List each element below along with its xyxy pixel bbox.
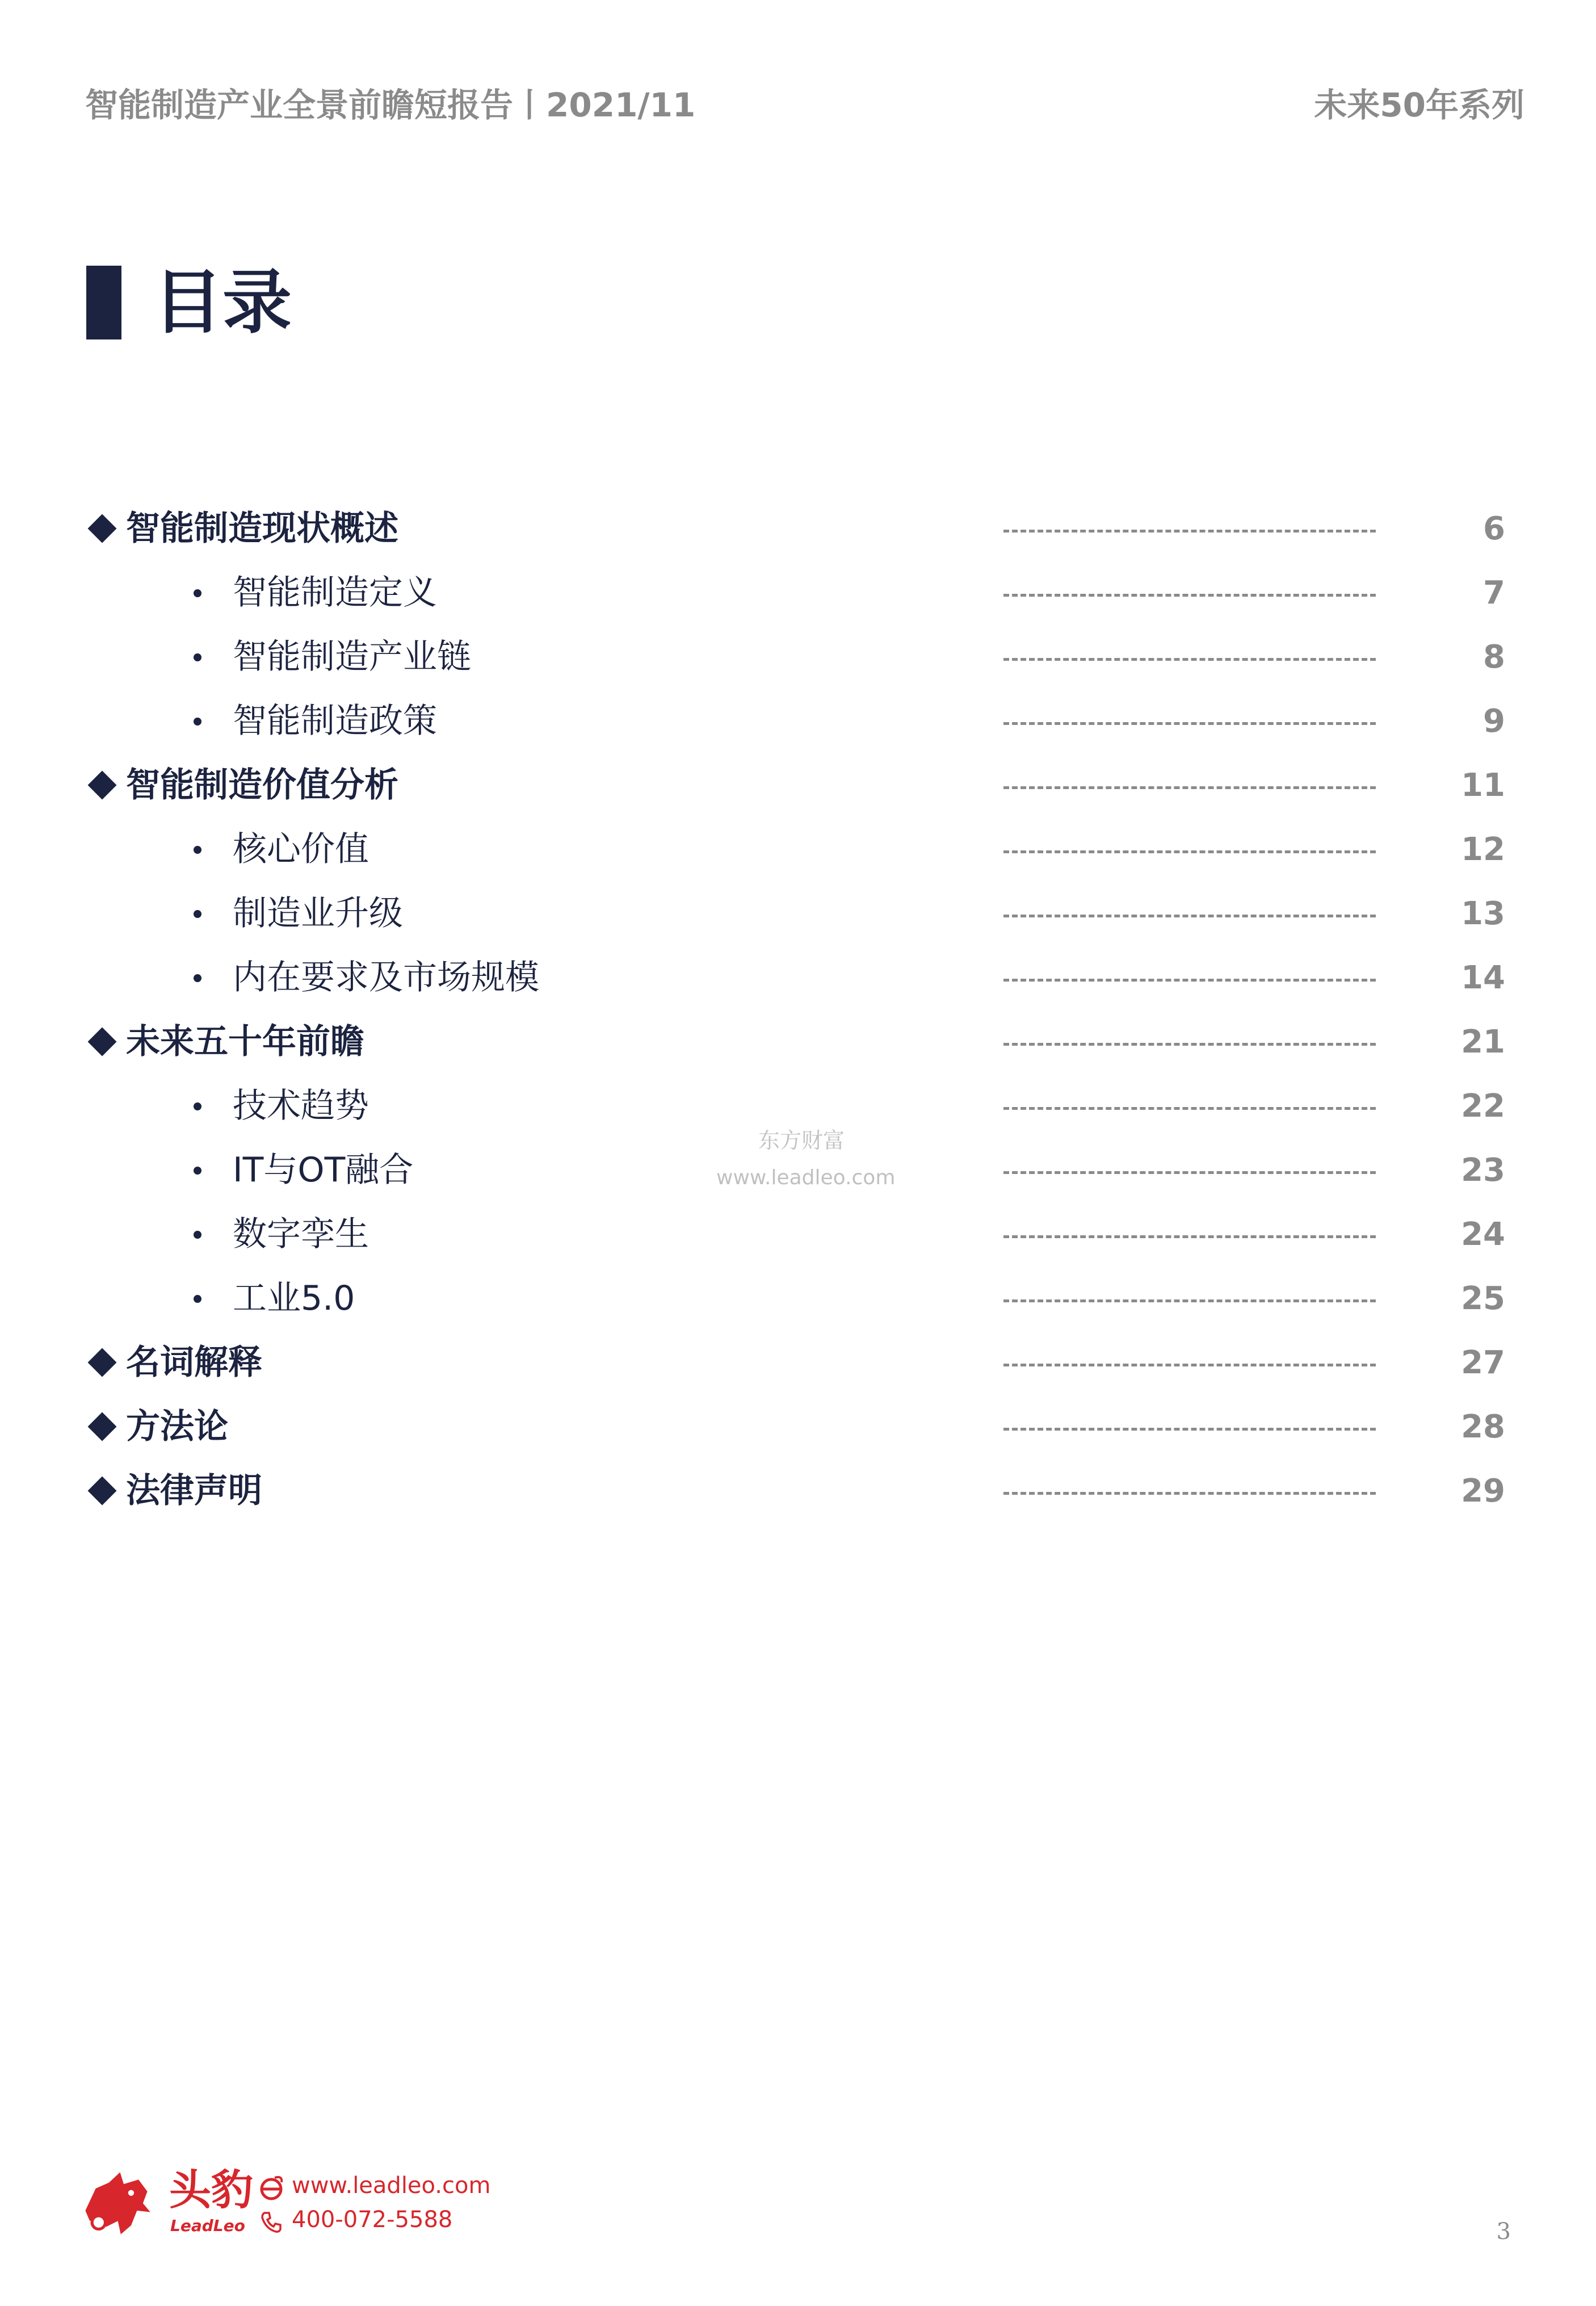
watermark-url: www.leadleo.com <box>716 1166 896 1189</box>
toc-section[interactable] <box>0 1010 1596 1074</box>
toc-label: 制造业升级 <box>233 894 403 933</box>
toc-page-number: 8 <box>1483 639 1505 676</box>
toc-section[interactable] <box>0 1331 1596 1395</box>
toc-leader-dashes <box>1003 1235 1376 1238</box>
dot-bullet-icon <box>194 589 201 597</box>
toc-label: 内在要求及市场规模 <box>233 958 539 997</box>
toc-label: 智能制造价值分析 <box>126 765 398 805</box>
toc-label: 工业5.0 <box>233 1278 355 1318</box>
toc-leader-dashes <box>1003 1299 1376 1302</box>
brand-name-cn: 头豹 <box>169 2166 253 2215</box>
toc-page-number: 23 <box>1461 1152 1505 1189</box>
toc-page-number: 13 <box>1461 895 1505 932</box>
toc-label: 智能制造产业链 <box>233 637 471 677</box>
toc-page-number: 9 <box>1483 703 1505 740</box>
dot-bullet-icon <box>194 974 201 982</box>
leopard-logo-icon <box>79 2166 153 2240</box>
toc-subsection[interactable] <box>0 1202 1596 1267</box>
toc-label: 核心价值 <box>233 829 369 869</box>
toc-label: 智能制造定义 <box>233 573 437 613</box>
toc-leader-dashes <box>1003 658 1376 661</box>
toc-leader-dashes <box>1003 530 1376 533</box>
web-e-icon <box>258 2174 285 2202</box>
toc-leader-dashes <box>1003 1492 1376 1495</box>
toc-section[interactable] <box>0 753 1596 817</box>
dot-bullet-icon <box>194 1231 201 1239</box>
toc-page-number: 24 <box>1461 1216 1505 1253</box>
toc-leader-dashes <box>1003 1364 1376 1366</box>
toc-subsection[interactable] <box>0 1267 1596 1331</box>
toc-label: 法律声明 <box>126 1471 262 1511</box>
watermark-text: 东方财富 <box>758 1128 845 1153</box>
toc-subsection[interactable] <box>0 817 1596 882</box>
toc-leader-dashes <box>1003 915 1376 917</box>
title-accent-bar <box>86 266 121 339</box>
toc-leader-dashes <box>1003 850 1376 853</box>
toc-page-number: 7 <box>1483 575 1505 611</box>
brand-name-en: LeadLeo <box>170 2216 245 2235</box>
page-number: 3 <box>1496 2219 1511 2245</box>
toc-label: 数字孪生 <box>233 1214 369 1254</box>
dot-bullet-icon <box>194 1167 201 1175</box>
toc-leader-dashes <box>1003 979 1376 982</box>
toc-leader-dashes <box>1003 1171 1376 1174</box>
dot-bullet-icon <box>194 846 201 854</box>
diamond-bullet-icon <box>88 1028 117 1056</box>
dot-bullet-icon <box>194 718 201 726</box>
toc-leader-dashes <box>1003 1428 1376 1431</box>
toc-label: 技术趋势 <box>233 1086 369 1126</box>
toc-leader-dashes <box>1003 1107 1376 1110</box>
toc-page-number: 12 <box>1461 831 1505 868</box>
diamond-bullet-icon <box>88 771 117 800</box>
toc-page-number: 27 <box>1461 1344 1505 1381</box>
toc-label: 名词解释 <box>126 1343 262 1382</box>
toc-label: 方法论 <box>126 1407 228 1447</box>
toc-subsection[interactable] <box>0 625 1596 689</box>
series-header: 未来50年系列 <box>1314 86 1524 124</box>
page-title: 目录 <box>153 262 292 343</box>
dot-bullet-icon <box>194 653 201 661</box>
toc-section[interactable] <box>0 497 1596 561</box>
diamond-bullet-icon <box>88 1412 117 1441</box>
toc-section[interactable] <box>0 1459 1596 1523</box>
toc-leader-dashes <box>1003 786 1376 789</box>
toc-section[interactable] <box>0 1395 1596 1459</box>
toc-subsection[interactable] <box>0 561 1596 625</box>
toc-leader-dashes <box>1003 722 1376 725</box>
toc-page-number: 29 <box>1461 1473 1505 1510</box>
dot-bullet-icon <box>194 910 201 918</box>
footer-website: www.leadleo.com <box>292 2173 491 2199</box>
toc-subsection[interactable] <box>0 882 1596 946</box>
toc-label: 智能制造政策 <box>233 701 437 741</box>
diamond-bullet-icon <box>88 1348 117 1377</box>
toc-subsection[interactable] <box>0 689 1596 753</box>
toc-label: 未来五十年前瞻 <box>126 1022 364 1062</box>
dot-bullet-icon <box>194 1295 201 1303</box>
report-title-header: 智能制造产业全景前瞻短报告丨2021/11 <box>85 86 696 124</box>
toc-leader-dashes <box>1003 594 1376 597</box>
phone-icon <box>259 2209 284 2234</box>
diamond-bullet-icon <box>88 514 117 543</box>
toc-label: 智能制造现状概述 <box>126 509 398 548</box>
toc-page-number: 25 <box>1461 1280 1505 1317</box>
footer-phone: 400-072-5588 <box>292 2207 453 2233</box>
toc-page-number: 21 <box>1461 1024 1505 1060</box>
toc-label: IT与OT融合 <box>233 1150 414 1190</box>
toc-page-number: 14 <box>1461 959 1505 996</box>
toc-subsection[interactable] <box>0 946 1596 1010</box>
toc-leader-dashes <box>1003 1043 1376 1046</box>
toc-page-number: 22 <box>1461 1088 1505 1125</box>
toc-page-number: 28 <box>1461 1408 1505 1445</box>
dot-bullet-icon <box>194 1102 201 1110</box>
toc-page-number: 6 <box>1483 510 1505 547</box>
diamond-bullet-icon <box>88 1477 117 1506</box>
toc-page-number: 11 <box>1461 767 1505 804</box>
